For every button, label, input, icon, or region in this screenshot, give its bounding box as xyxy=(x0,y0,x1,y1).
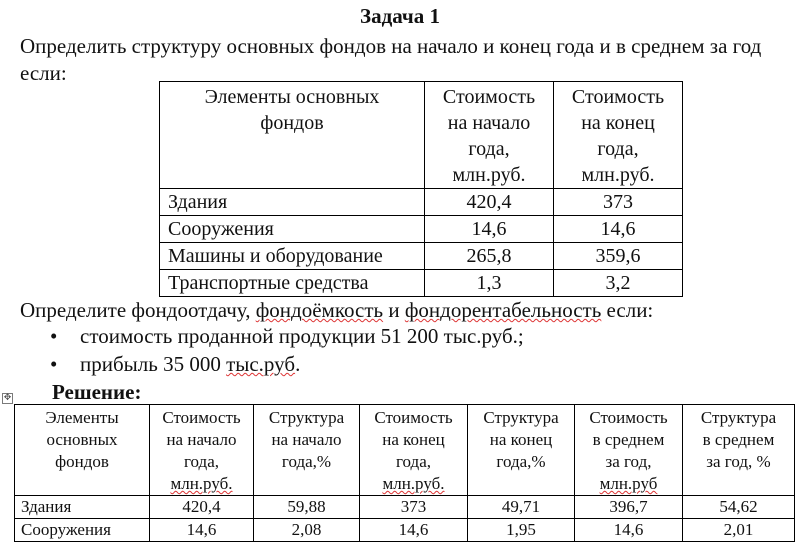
cell-name: Здания xyxy=(15,496,150,519)
table-row xyxy=(15,496,795,519)
bullet-icon: • xyxy=(50,324,58,348)
header-cost-end: Стоимость на конец года, млн.руб. xyxy=(360,405,468,496)
cell-value: 14,6 xyxy=(575,519,683,542)
list-item: • стоимость проданной продукции 51 200 тыс.руб.; xyxy=(50,324,524,348)
header-cost-start: Стоимость на начало года, млн.руб. xyxy=(150,405,254,496)
header-structure-start: Структура на начало года,% xyxy=(254,405,360,496)
spellcheck-word: фондоёмкость xyxy=(255,298,384,322)
cell-value: 2,08 xyxy=(254,519,360,542)
header-structure-end: Структура на конец года,% xyxy=(468,405,575,496)
cell-value: 3,2 xyxy=(554,270,683,297)
bullet-icon: • xyxy=(50,352,58,376)
cell-name: Сооружения xyxy=(160,216,425,243)
spellcheck-word: фондорентабельность xyxy=(404,298,602,322)
table-row xyxy=(160,216,683,243)
cell-value: 49,71 xyxy=(468,496,575,519)
task-intro: Определить структуру основных фондов на начало и конец года и в среднем за год если: xyxy=(20,34,762,85)
cell-value: 420,4 xyxy=(150,496,254,519)
header-cost-end: Стоимость на конец года, млн.руб. xyxy=(554,82,683,189)
cell-value: 265,8 xyxy=(425,243,554,270)
header-elements: Элементы основных фондов xyxy=(160,82,425,189)
cell-name: Сооружения xyxy=(15,519,150,542)
solution-table xyxy=(14,404,795,542)
question-text: Определите фондоотдачу, фондоёмкость и фондорентабельность если: xyxy=(20,298,654,322)
cell-name: Транспортные средства xyxy=(160,270,425,297)
cell-name: Здания xyxy=(160,189,425,216)
cell-value: 373 xyxy=(360,496,468,519)
table-row xyxy=(160,189,683,216)
cell-value: 14,6 xyxy=(425,216,554,243)
input-table xyxy=(159,81,683,297)
table-row xyxy=(160,243,683,270)
cell-value: 59,88 xyxy=(254,496,360,519)
cell-value: 2,01 xyxy=(683,519,795,542)
task-title: Задача 1 xyxy=(360,4,440,28)
table-row xyxy=(160,270,683,297)
table-row xyxy=(15,519,795,542)
cell-value: 1,3 xyxy=(425,270,554,297)
header-cost-average: Стоимость в среднем за год, млн.руб xyxy=(575,405,683,496)
header-cost-start: Стоимость на начало года, млн.руб. xyxy=(425,82,554,189)
cell-value: 420,4 xyxy=(425,189,554,216)
header-elements: Элементы основных фондов xyxy=(15,405,150,496)
cell-value: 14,6 xyxy=(150,519,254,542)
cell-value: 396,7 xyxy=(575,496,683,519)
conditions-list xyxy=(50,322,524,378)
cell-value: 373 xyxy=(554,189,683,216)
cell-name: Машины и оборудование xyxy=(160,243,425,270)
spellcheck-word: тыс.руб xyxy=(226,352,296,376)
table-move-handle-icon[interactable]: ✥ xyxy=(3,393,12,403)
cell-value: 14,6 xyxy=(554,216,683,243)
cell-value: 54,62 xyxy=(683,496,795,519)
cell-value: 14,6 xyxy=(360,519,468,542)
cell-value: 359,6 xyxy=(554,243,683,270)
list-item: • прибыль 35 000 тыс.руб. xyxy=(50,352,301,376)
cell-value: 1,95 xyxy=(468,519,575,542)
solution-heading: Решение: xyxy=(52,380,142,404)
header-structure-average: Структура в среднем за год, % xyxy=(683,405,795,496)
